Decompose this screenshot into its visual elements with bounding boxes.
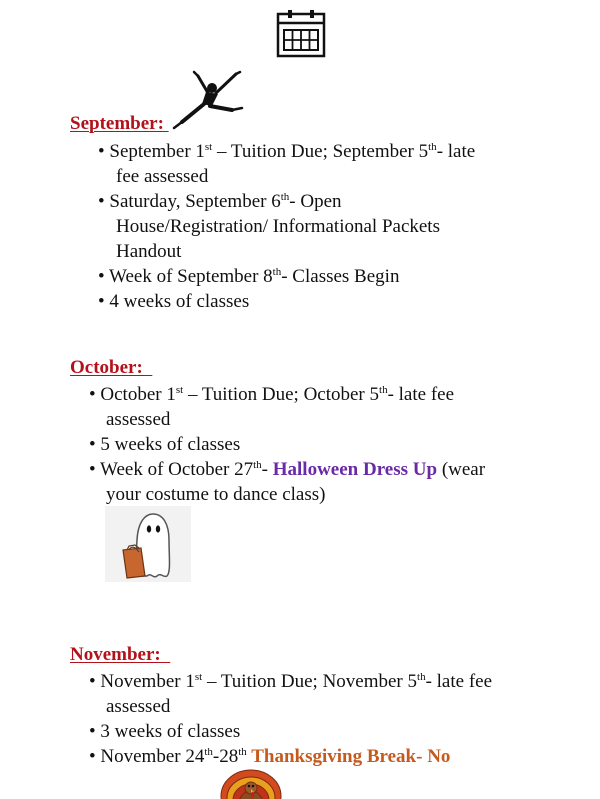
september-bullet-classes-begin: • Week of September 8th- Classes Begin bbox=[98, 266, 400, 287]
november-bullet-tuition-cont: assessed bbox=[106, 696, 171, 717]
november-bullet-thanksgiving: • November 24th-28th Thanksgiving Break- No bbox=[89, 746, 451, 767]
turkey bbox=[218, 766, 284, 799]
september-bullet-open-house-cont2: Handout bbox=[116, 241, 182, 262]
september-bullet-tuition: • September 1st – Tuition Due; September 5th- late bbox=[98, 141, 476, 162]
september-bullet-open-house: • Saturday, September 6th- Open bbox=[98, 191, 342, 212]
september-heading: September: bbox=[70, 113, 169, 134]
calendar-icon bbox=[275, 8, 327, 65]
november-heading: November: bbox=[70, 644, 171, 665]
october-bullet-weeks: • 5 weeks of classes bbox=[89, 434, 241, 455]
november-bullet-weeks: • 3 weeks of classes bbox=[89, 721, 241, 742]
ghost-with-bag bbox=[105, 506, 191, 582]
halloween-highlight: Halloween Dress Up bbox=[272, 459, 438, 480]
october-bullet-halloween-cont: your costume to dance class) bbox=[106, 484, 326, 505]
september-bullet-weeks: • 4 weeks of classes bbox=[98, 291, 250, 312]
september-bullet-tuition-cont: fee assessed bbox=[116, 166, 209, 187]
september-bullet-open-house-cont1: House/Registration/ Informational Packets bbox=[116, 216, 440, 237]
october-heading: October: bbox=[70, 357, 153, 378]
thanksgiving-highlight: Thanksgiving Break- No bbox=[246, 746, 451, 767]
october-bullet-tuition: • October 1st – Tuition Due; October 5th- late fee bbox=[89, 384, 455, 405]
dancer-silhouette bbox=[172, 66, 244, 135]
october-bullet-halloween: • Week of October 27th- Halloween Dress Up (wear bbox=[89, 459, 486, 480]
october-bullet-tuition-cont: assessed bbox=[106, 409, 171, 430]
november-bullet-tuition: • November 1st – Tuition Due; November 5th- late fee bbox=[89, 671, 493, 692]
